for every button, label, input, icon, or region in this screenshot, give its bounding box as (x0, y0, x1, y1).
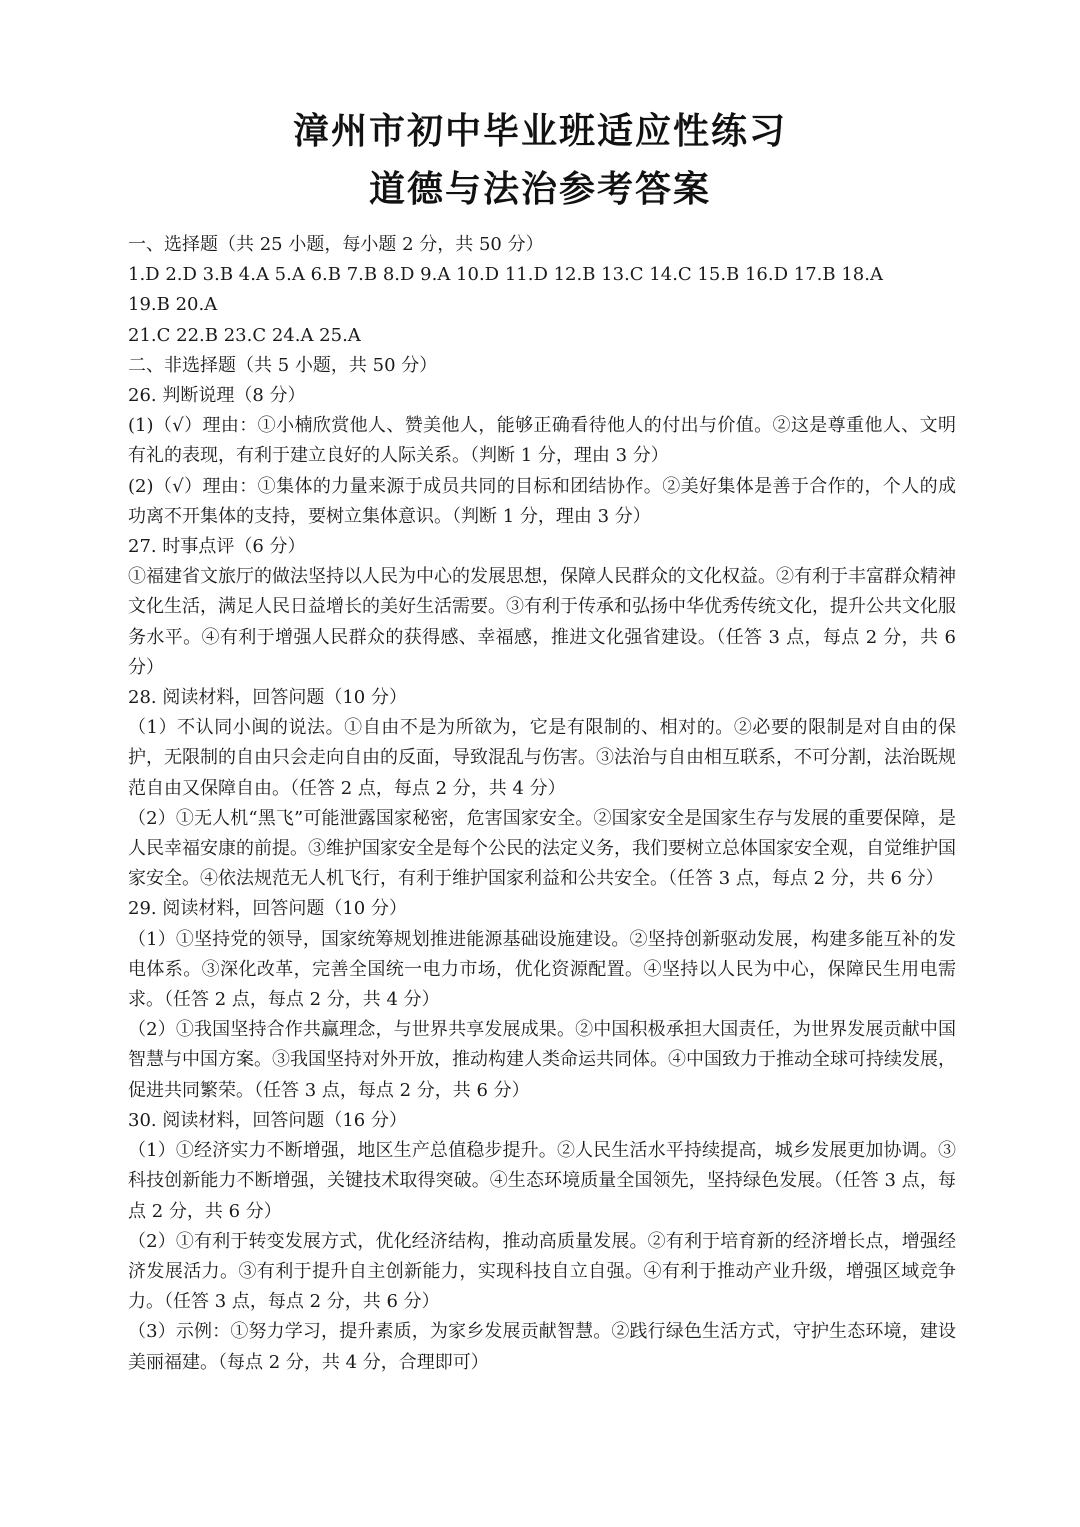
mc-answers-line-3: 21.C 22.B 23.C 24.A 25.A (128, 324, 361, 346)
answer-content (128, 230, 956, 1378)
q27-answer: ①福建省文旅厅的做法坚持以人民为中心的发展思想，保障人民群众的文化权益。②有利于丰富群众精神文化生活，满足人民日益增长的美好生活需要。③有利于传承和弘扬中华优秀传统文化，提升公共文化服务水平。④有利于增强人民群众的获得感、幸福感，推进文化强省建设。（任答 3 点，每点 2 分，共 6 分） (128, 566, 956, 678)
section-heading-non-choice: 二、非选择题（共 5 小题，共 50 分） (128, 354, 438, 376)
document-subtitle: 道德与法治参考答案 (368, 169, 711, 210)
document-title: 漳州市初中毕业班适应性练习 (292, 111, 787, 152)
q29-heading: 29. 阅读材料，回答问题（10 分） (128, 898, 407, 920)
q30-answer-2: （2）①有利于转变发展方式，优化经济结构，推动高质量发展。②有利于培育新的经济增长点，增强经济发展活力。③有利于提升自主创新能力，实现科技自立自强。④有利于推动产业升级，增强区域竞争力。（任答 3 点，每点 2 分，共 6 分） (128, 1230, 956, 1313)
q30-answer-1: （1）①经济实力不断增强，地区生产总值稳步提升。②人民生活水平持续提高，城乡发展更加协调。③科技创新能力不断增强，关键技术取得突破。④生态环境质量全国领先，坚持绿色发展。（任答 3 点，每点 2 分，共 6 分） (128, 1140, 956, 1222)
q30-answer-3: （3）示例：①努力学习，提升素质，为家乡发展贡献智慧。②践行绿色生活方式，守护生态环境，建设美丽福建。（每点 2 分，共 4 分，合理即可） (128, 1321, 956, 1373)
q29-answer-1: （1）①坚持党的领导，国家统筹规划推进能源基础设施建设。②坚持创新驱动发展，构建多能互补的发电体系。③深化改革，完善全国统一电力市场，优化资源配置。④坚持以人民为中心，保障民生用电需求。（任答 2 点，每点 2 分，共 4 分） (128, 928, 956, 1011)
q29-answer-2: （2）①我国坚持合作共赢理念，与世界共享发展成果。②中国积极承担大国责任，为世界发展贡献中国智慧与中国方案。③我国坚持对外开放，推动构建人类命运共同体。④中国致力于推动全球可持续发展，促进共同繁荣。（任答 3 点，每点 2 分，共 6 分） (128, 1019, 956, 1101)
mc-answers-line-2: 19.B 20.A (128, 294, 218, 316)
mc-answers-line-1: 1.D 2.D 3.B 4.A 5.A 6.B 7.B 8.D 9.A 10.D 11.D 12.B 13.C 14.C 15.B 16.D 17.B 18.A (128, 264, 883, 286)
q26-answer-1: (1)（√）理由：①小楠欣赏他人、赞美他人，能够正确看待他人的付出与价值。②这是尊重他人、文明有礼的表现，有利于建立良好的人际关系。（判断 1 分，理由 3 分） (128, 415, 956, 467)
q28-answer-2: （2）①无人机“黑飞”可能泄露国家秘密，危害国家安全。②国家安全是国家生存与发展的重要保障，是人民幸福安康的前提。③维护国家安全是每个公民的法定义务，我们要树立总体国家安全观，自觉维护国家安全。④依法规范无人机飞行，有利于维护国家利益和公共安全。（任答 3 点，每点 2 分，共 6 分） (128, 807, 956, 890)
q28-answer-1: （1）不认同小闽的说法。①自由不是为所欲为，它是有限制的、相对的。②必要的限制是对自由的保护，无限制的自由只会走向自由的反面，导致混乱与伤害。③法治与自由相互联系，不可分割，法治既规范自由又保障自由。（任答 2 点，每点 2 分，共 4 分） (128, 717, 956, 799)
q28-heading: 28. 阅读材料，回答问题（10 分） (128, 687, 407, 709)
q26-answer-2: (2)（√）理由：①集体的力量来源于成员共同的目标和团结协作。②美好集体是善于合作的，个人的成功离不开集体的支持，要树立集体意识。（判断 1 分，理由 3 分） (128, 475, 956, 527)
q27-heading: 27. 时事点评（6 分） (128, 536, 306, 558)
section-heading-multiple-choice: 一、选择题（共 25 小题，每小题 2 分，共 50 分） (128, 234, 544, 255)
q30-heading: 30. 阅读材料，回答问题（16 分） (128, 1109, 407, 1131)
q26-heading: 26. 判断说理（8 分） (128, 385, 306, 407)
